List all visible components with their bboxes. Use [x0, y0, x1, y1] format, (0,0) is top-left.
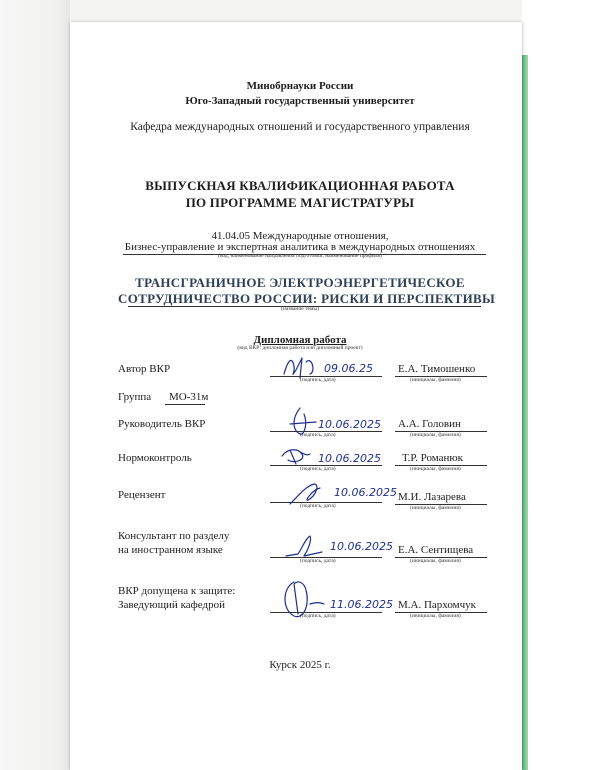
- svg-text:10.06.2025: 10.06.2025: [318, 452, 381, 465]
- supervisor-signature: [286, 404, 396, 438]
- svg-text:10.06.2025: 10.06.2025: [330, 540, 393, 553]
- program-caption: (код, наименование направления подготовки, наименование профиля): [218, 253, 382, 259]
- svg-text:11.06.2025: 11.06.2025: [330, 598, 393, 611]
- scan-margin-left: [0, 0, 70, 770]
- normcontrol-name: Т.Р. Романюк: [402, 452, 463, 464]
- head-sign-caption: (подпись, дата): [300, 613, 336, 619]
- author-sign-caption: (подпись, дата): [300, 377, 336, 383]
- normcontrol-name-caption: (инициалы, фамилия): [410, 466, 461, 472]
- supervisor-name-caption: (инициалы, фамилия): [410, 432, 461, 438]
- university-name: Юго-Западный государственный университет: [185, 95, 415, 107]
- head-name: М.А. Пархомчук: [398, 599, 477, 611]
- reviewer-signature: [286, 478, 396, 508]
- document-type-line1: ВЫПУСКНАЯ КВАЛИФИКАЦИОННАЯ РАБОТА: [145, 178, 455, 193]
- head-label: Заведующий кафедрой: [118, 599, 225, 611]
- reviewer-name: М.И. Лазарева: [398, 491, 466, 503]
- thesis-title-line1: ТРАНСГРАНИЧНОЕ ЭЛЕКТРОЭНЕРГЕТИЧЕСКОЕ: [135, 275, 465, 290]
- svg-text:10.06.2025: 10.06.2025: [318, 418, 381, 431]
- author-label: Автор ВКР: [118, 363, 171, 375]
- department-name: Кафедра международных отношений и государственного управления: [130, 121, 470, 133]
- consultant-name-caption: (инициалы, фамилия): [410, 558, 461, 564]
- svg-text:10.06.2025: 10.06.2025: [334, 486, 397, 499]
- normcontrol-signature: [280, 442, 394, 472]
- supervisor-label: Руководитель ВКР: [118, 418, 206, 430]
- svg-text:09.06.25: 09.06.25: [324, 362, 373, 375]
- normcontrol-sign-caption: (подпись, дата): [300, 466, 336, 472]
- group-value: МО-31м: [169, 391, 209, 403]
- program-profile: Бизнес-управление и экспертная аналитика в международных отношениях: [124, 241, 476, 253]
- scan-edge-stripe: [522, 55, 528, 770]
- normcontrol-label: Нормоконтроль: [118, 452, 192, 464]
- head-name-caption: (инициалы, фамилия): [410, 613, 461, 619]
- consultant-label-line1: Консультант по разделу: [118, 530, 230, 542]
- reviewer-name-caption: (инициалы, фамилия): [410, 505, 461, 511]
- author-name-caption: (инициалы, фамилия): [410, 377, 461, 383]
- reviewer-sign-caption: (подпись, дата): [300, 503, 336, 509]
- reviewer-label: Рецензент: [118, 489, 166, 501]
- work-type-caption: (вид ВКР: дипломная работа или дипломный проект): [237, 345, 363, 351]
- program-code: 41.04.05 Международные отношения,: [211, 230, 389, 242]
- thesis-title-line2: СОТРУДНИЧЕСТВО РОССИИ: РИСКИ И ПЕРСПЕКТИВЫ: [118, 291, 496, 306]
- consultant-label-line2: на иностранном языке: [118, 544, 223, 556]
- supervisor-name: А.А. Головин: [398, 418, 461, 430]
- consultant-signature: [282, 530, 396, 562]
- group-underline: [165, 404, 205, 405]
- document-type-line2: ПО ПРОГРАММЕ МАГИСТРАТУРЫ: [185, 195, 415, 210]
- ministry-name: Минобрнауки России: [246, 80, 354, 92]
- group-label: Группа: [118, 391, 152, 403]
- city-year: Курск 2025 г.: [269, 659, 331, 671]
- scan-margin-right: [522, 0, 595, 770]
- admitted-label: ВКР допущена к защите:: [118, 585, 236, 597]
- supervisor-sign-caption: (подпись, дата): [300, 432, 336, 438]
- consultant-sign-caption: (подпись, дата): [300, 558, 336, 564]
- author-name: Е.А. Тимошенко: [398, 363, 476, 375]
- head-signature: [280, 574, 400, 620]
- title-caption: (название темы): [281, 306, 319, 312]
- author-signature: [282, 352, 392, 382]
- consultant-name: Е.А. Сентищева: [398, 544, 474, 556]
- work-type: Дипломная работа: [253, 334, 347, 346]
